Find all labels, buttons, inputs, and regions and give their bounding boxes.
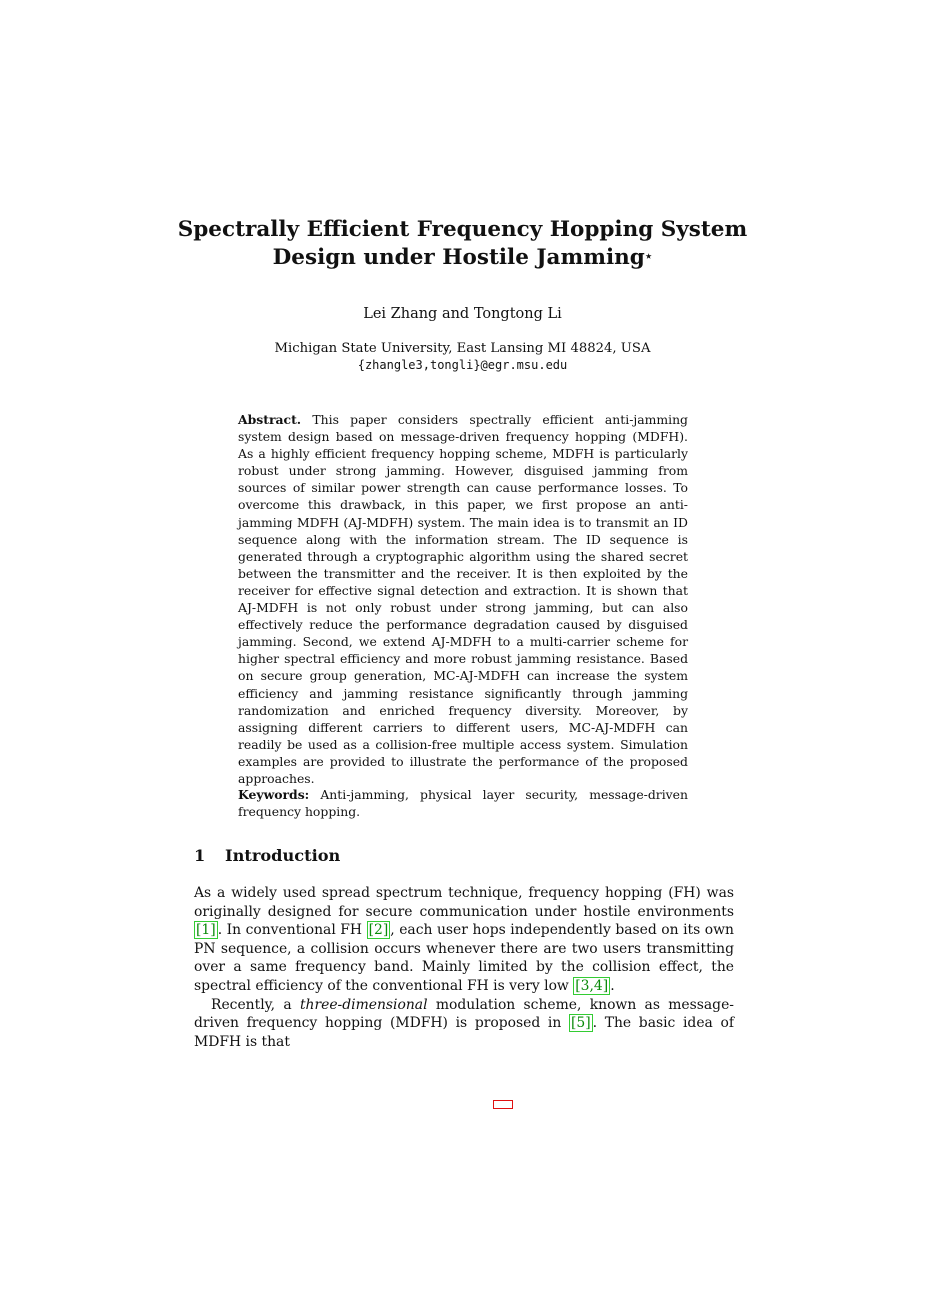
paper-title [150,216,775,272]
intro-text: . [610,977,615,994]
intro-text: Recently, a [211,996,300,1013]
intro-text: , each user hops independently based on its own PN sequence, a collision occurs whenever there are two users transmitting over a same frequency band. Mainly limited by the collision effect, the spectral efficiency of the conventional FH is very low [194,922,734,994]
intro-paragraph-2 [194,996,734,1052]
citation-link[interactable]: [2] [368,922,389,939]
title-footnote-mark[interactable]: ⋆ [644,249,653,263]
section-heading [194,846,734,865]
keywords-label: Keywords: [238,787,310,802]
abstract-label: Abstract. [238,412,302,427]
abstract-text: This paper considers spectrally efficient anti-jamming system design based on message-driven frequency hopping (MDFH). As a highly efficient frequency hopping scheme, MDFH is particularly robust under strong jamming. However, disguised jamming from sources of similar power strength can cause performance losses. To overcome this drawback, in this paper, we first propose an anti-jamming MDFH (AJ-MDFH) system. The main idea is to transmit an ID sequence along with the information stream. The ID sequence is generated through a cryptographic algorithm using the shared secret between the transmitter and the receiver. It is then exploited by the receiver for effective signal detection and extraction. It is shown that AJ-MDFH is not only robust under strong jamming, but can also effectively reduce the performance degradation caused by disguised jamming. Second, we extend AJ-MDFH to a multi-carrier scheme for higher spectral efficiency and more robust jamming resistance. Based on secure group generation, MC-AJ-MDFH can increase the system efficiency and jamming resistance significantly through jamming randomization and enriched frequency diversity. Moreover, by assigning different carriers to different users, MC-AJ-MDFH can readily be used as a collision-free multiple access system. Simulation examples are provided to illustrate the performance of the proposed approaches. [238,412,688,786]
intro-text: modulation scheme, known as message-driven frequency hopping (MDFH) is proposed in [194,996,734,1032]
introduction-body [194,884,734,1051]
citation-link[interactable]: [5] [570,1015,591,1032]
citation-link[interactable]: [3,4] [575,977,609,994]
intro-paragraph-1 [194,884,734,996]
intro-text: As a widely used spread spectrum technique, frequency hopping (FH) was originally designed for secure communication under hostile environments [194,885,734,920]
author-email: {zhangle3,tongli}@egr.msu.edu [357,358,568,372]
footnote-link-box[interactable] [493,1100,513,1109]
abstract [238,411,688,787]
affiliation: Michigan State University, East Lansing MI 48824, USA [274,341,651,356]
keywords-text: Anti-jamming, physical layer security, message-driven frequency hopping. [238,787,688,820]
title-line-1: Spectrally Efficient Frequency Hopping System [177,217,748,242]
keywords [238,786,688,820]
section-number: 1 [194,846,206,865]
intro-text: . In conventional FH [217,922,367,939]
intro-emphasis: three-dimensional [299,996,428,1013]
author-list: Lei Zhang and Tongtong Li [363,306,562,322]
affiliation-block [200,340,725,374]
citation-link[interactable]: [1] [196,922,216,939]
section-title: Introduction [225,846,341,865]
title-line-2: Design under Hostile Jamming [272,245,645,270]
intro-text: . The basic idea of MDFH is that [194,1015,734,1050]
